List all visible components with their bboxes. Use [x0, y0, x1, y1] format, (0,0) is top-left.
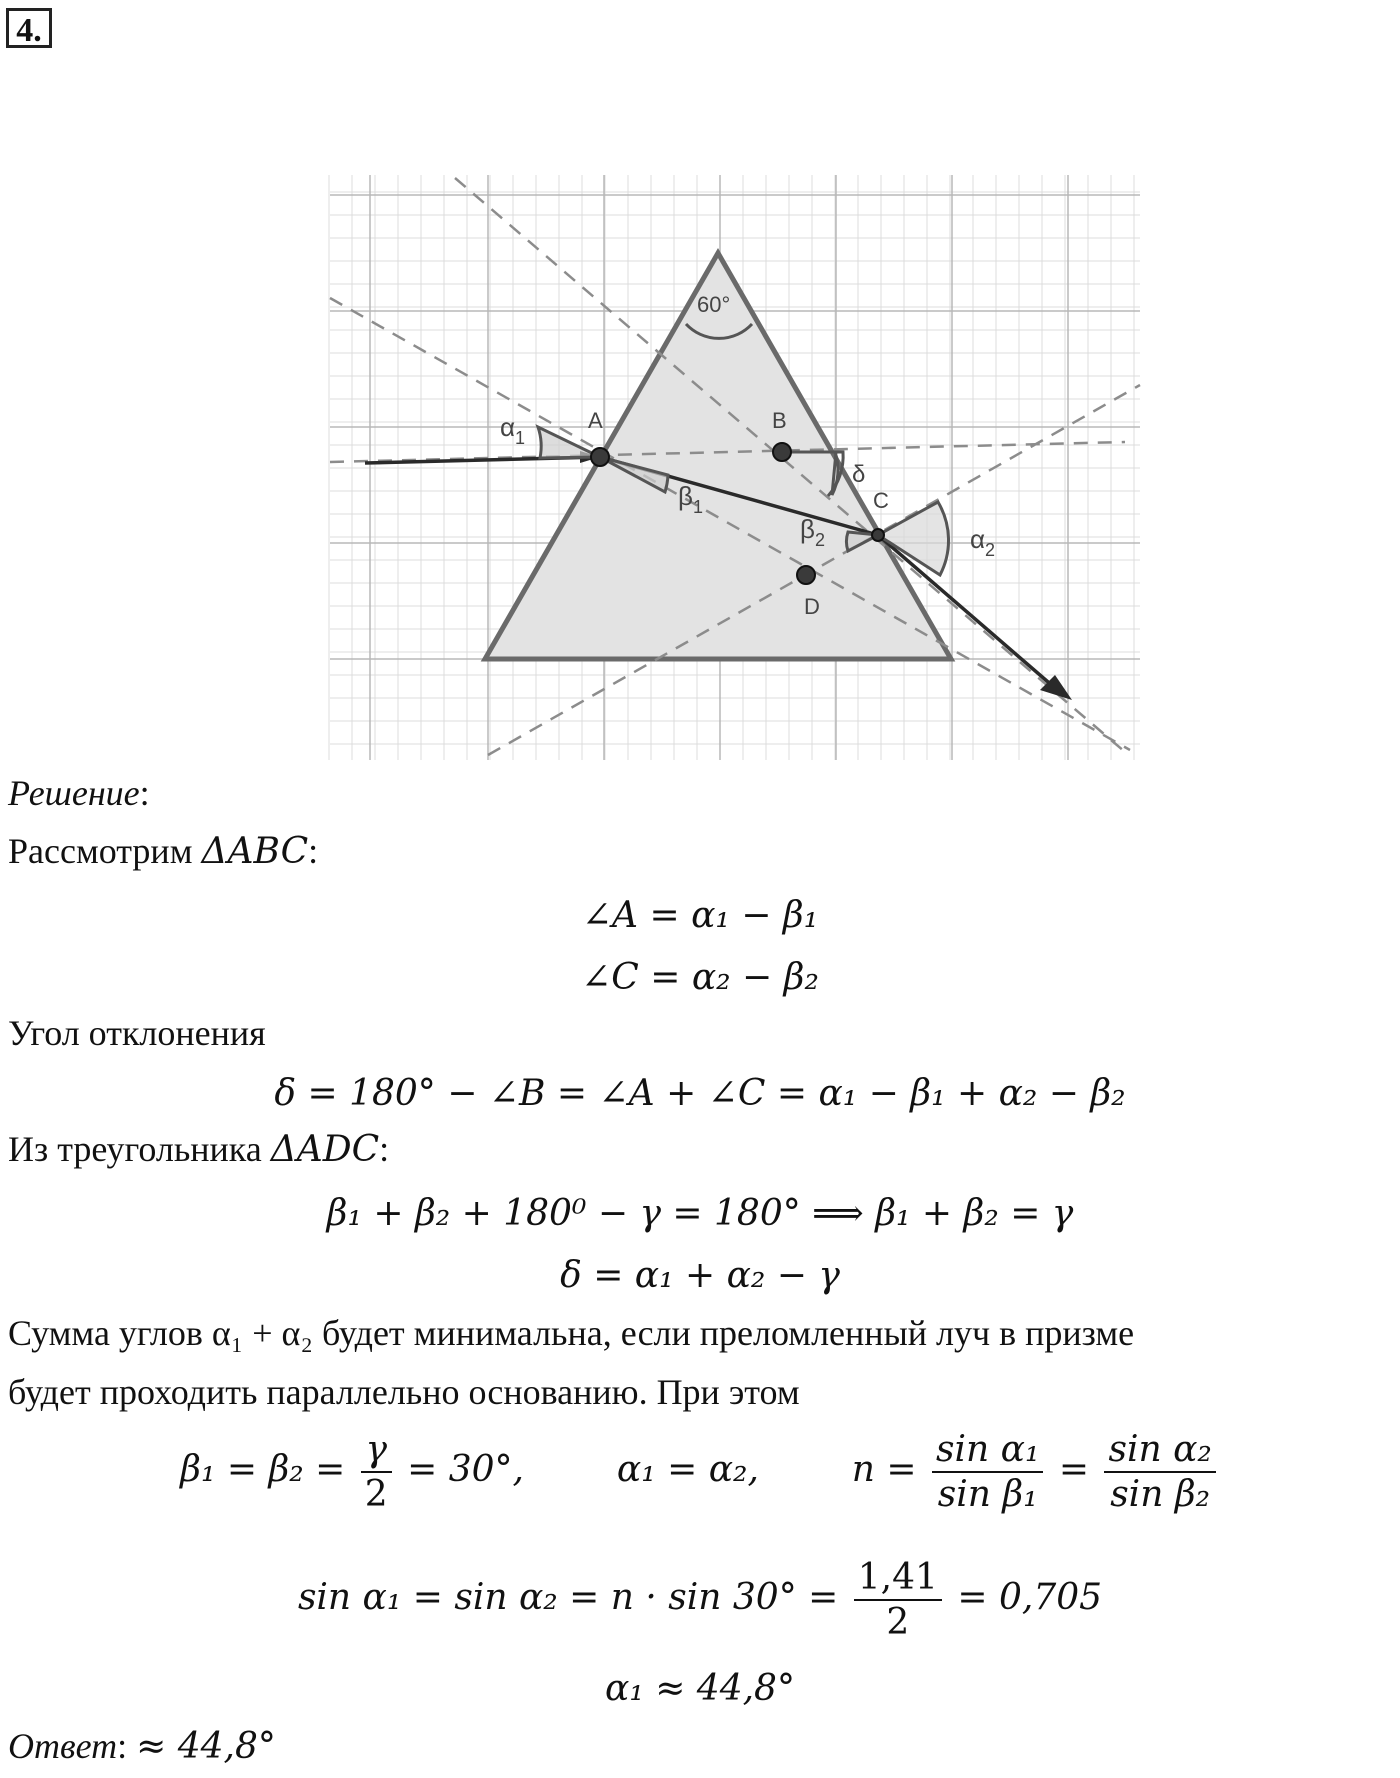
point-label-a: A	[588, 408, 603, 433]
label-delta: δ	[852, 461, 866, 488]
label-alpha1: $\alpha_1$	[500, 412, 526, 448]
label-alpha2: $\alpha_2$	[970, 524, 996, 560]
solution-heading: Решение:	[8, 773, 150, 813]
point-label-b: B	[772, 408, 787, 433]
consider-line: Рассмотрим ΔABC:	[8, 831, 319, 872]
eq-sin-alpha: sin α₁ = sin α₂ = n · sin 30° = $\frac{1,41}{2}$ = 0,705	[297, 1557, 1103, 1644]
answer-line: Ответ: ≈ 44,8°	[8, 1726, 276, 1767]
paragraph-line-1: Сумма углов α₁ + α₂ будет минимальна, если преломленный луч в призме	[8, 1313, 1135, 1353]
apex-angle-label: 60°	[697, 292, 731, 317]
eq-angle-a: ∠A = α₁ − β₁	[581, 895, 819, 936]
eq-alpha-result: α₁ ≈ 44,8°	[605, 1668, 795, 1709]
eq-sum-betas: β₁ + β₂ + 180⁰ − γ = 180° ⟹ β₁ + β₂ = γ	[326, 1193, 1074, 1234]
problem-number: 4.	[6, 8, 52, 48]
eq-delta-gamma: δ = α₁ + α₂ − γ	[560, 1255, 840, 1296]
from-tri-line: Из треугольника ΔADC:	[8, 1129, 390, 1170]
point-label-d: D	[804, 594, 820, 619]
eq-deviation: δ = 180° − ∠B = ∠A + ∠C = α₁ − β₁ + α₂ − β₂	[274, 1073, 1126, 1114]
label-beta1: $\beta_1$	[678, 481, 703, 517]
deviation-text: Угол отклонения	[8, 1013, 266, 1053]
point-label-c: C	[873, 488, 889, 513]
label-beta2: $\beta_2$	[800, 514, 825, 550]
eq-refraction: β₁ = β₂ = $\frac{\gamma}{2}$ = 30°, α₁ = α₂, n = $\frac{\text{sin α₁}}{\text{sin β₁}}$ = $\frac{\text{sin α₂}}{\text{sin β₂}}$	[0, 1428, 1400, 1516]
prism-diagram	[0, 0, 1400, 770]
paragraph-line-2: будет проходить параллельно основанию. При этом	[8, 1372, 800, 1412]
eq-angle-c: ∠C = α₂ − β₂	[581, 957, 819, 998]
